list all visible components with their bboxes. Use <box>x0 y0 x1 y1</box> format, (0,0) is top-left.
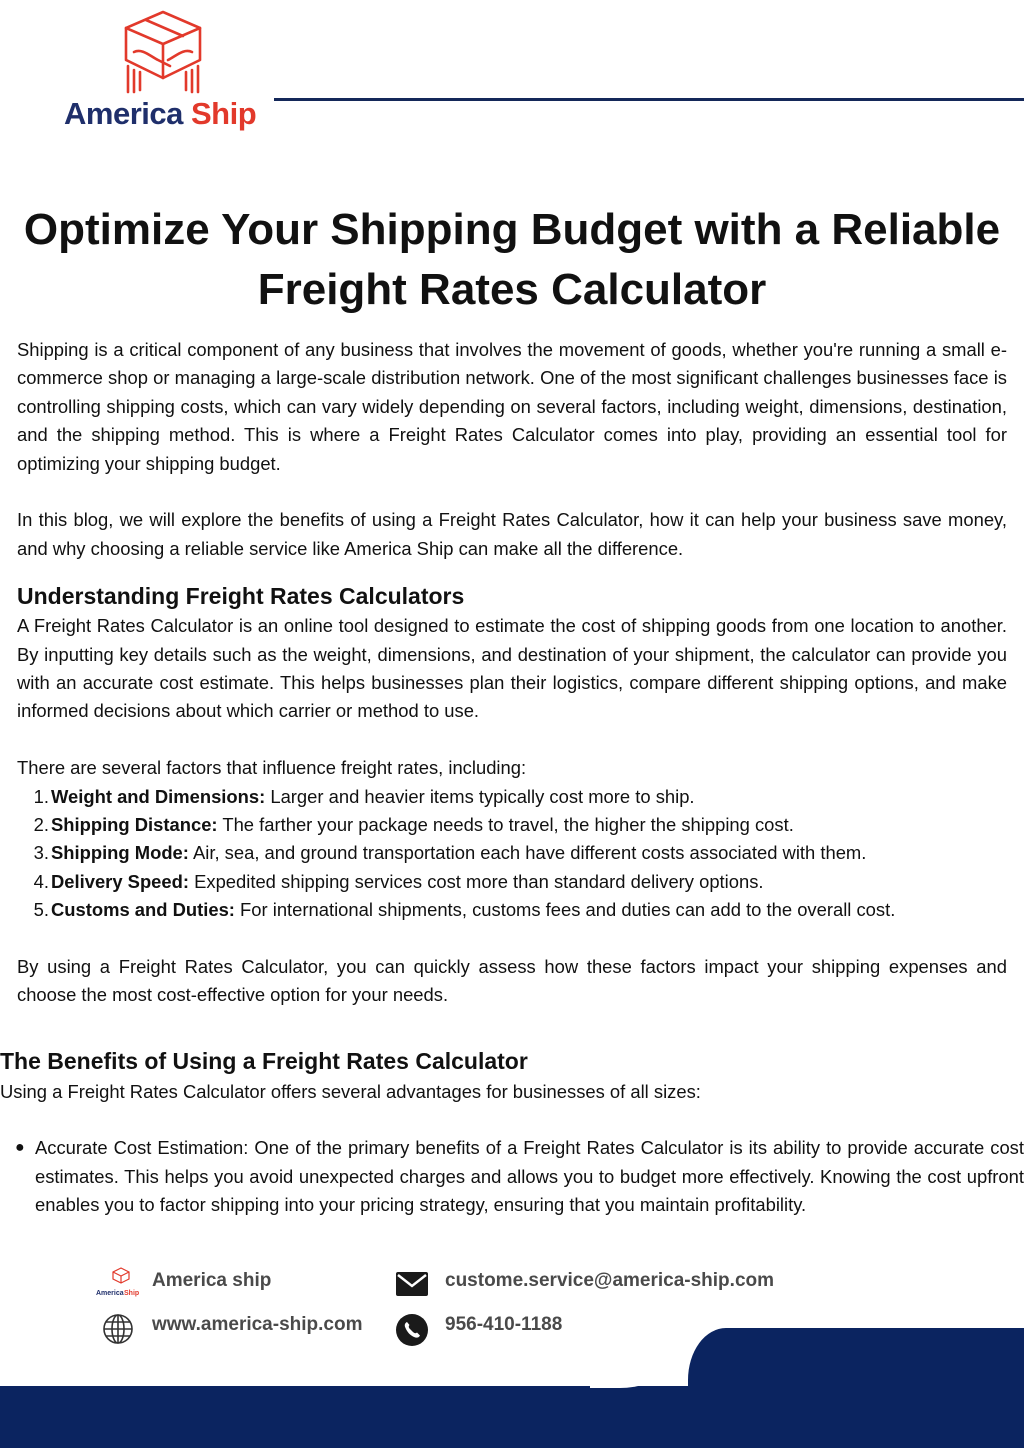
box-hands-icon <box>120 8 206 96</box>
section-heading-understanding: Understanding Freight Rates Calculators <box>17 583 465 610</box>
brand-name-part1: America <box>64 96 183 131</box>
bullet-text: Accurate Cost Estimation: One of the primary benefits of a Freight Rates Calculator is its ability to provide accurate cost estimates. This helps you avoid unexpected charges and allows you to budget more effectively. Knowing the cost upfront enables you to factor shipping into your pricing strategy, ensuring that you maintain profitability. <box>35 1137 1024 1216</box>
footer-curve <box>590 1330 690 1388</box>
mail-icon <box>396 1272 428 1296</box>
footer-phone[interactable]: 956-410-1188 <box>445 1314 563 1335</box>
benefits-intro: Using a Freight Rates Calculator offers several advantages for businesses of all sizes: <box>0 1081 701 1102</box>
brand-name-part2: Ship <box>190 96 257 131</box>
article-body <box>17 336 1007 1010</box>
brand-logo <box>60 8 270 138</box>
factors-intro: There are several factors that influence freight rates, including: <box>17 757 527 779</box>
section1-paragraph-2: By using a Freight Rates Calculator, you can quickly assess how these factors impact your shipping expenses and choose the most cost-effective option for your needs. <box>17 956 1007 1006</box>
footer-band <box>0 1386 1024 1448</box>
phone-icon <box>396 1314 428 1346</box>
footer-email[interactable]: custome.service@america-ship.com <box>445 1270 775 1291</box>
mini-logo-icon <box>96 1266 146 1298</box>
footer-website[interactable]: www.america-ship.com <box>152 1314 363 1335</box>
brand-name <box>64 96 256 132</box>
mini-logo-text-2: Ship <box>124 1290 140 1297</box>
list-item: 4. Delivery Speed: Expedited shipping services cost more than standard delivery options. <box>33 870 764 892</box>
list-item: 5. Customs and Duties: For international shipments, customs fees and duties can add to the overall cost. <box>33 899 896 921</box>
section-heading-benefits: The Benefits of Using a Freight Rates Calculator <box>0 1048 528 1074</box>
list-item: 2. Shipping Distance: The farther your package needs to travel, the higher the shipping cost. <box>33 814 794 836</box>
list-item: 3. Shipping Mode: Air, sea, and ground transportation each have different costs associated with them. <box>33 842 867 864</box>
list-item: 1. Weight and Dimensions: Larger and heavier items typically cost more to ship. <box>33 785 695 807</box>
factors-list <box>17 783 1007 925</box>
section1-paragraph-1: A Freight Rates Calculator is an online tool designed to estimate the cost of shipping goods from one location to another. By inputting key details such as the weight, dimensions, and destination of your shipment, the calculator can provide you with an accurate cost estimate. This helps businesses plan their logistics, compare different shipping options, and make informed decisions about which carrier or method to use. <box>17 615 1007 722</box>
benefits-section <box>0 1044 1024 1220</box>
globe-icon <box>102 1313 134 1345</box>
footer-company: America ship <box>152 1270 272 1291</box>
list-item <box>0 1134 1024 1219</box>
page-title: Optimize Your Shipping Budget with a Reliable Freight Rates Calculator <box>23 205 1001 314</box>
header-divider <box>274 98 1024 101</box>
intro-paragraph-1: Shipping is a critical component of any business that involves the movement of goods, whether you're running a small e-commerce shop or managing a large-scale distribution network. One of the most significant challenges businesses face is controlling shipping costs, which can vary widely depending on several factors, including weight, dimensions, destination, and the shipping method. This is where a Freight Rates Calculator comes into play, providing an essential tool for optimizing your shipping budget. <box>17 339 1007 474</box>
bullet-icon: ● <box>15 1139 25 1157</box>
mini-logo-text-1: America <box>96 1290 124 1297</box>
intro-paragraph-2: In this blog, we will explore the benefits of using a Freight Rates Calculator, how it can help your business save money, and why choosing a reliable service like America Ship can make all the difference. <box>17 509 1007 559</box>
